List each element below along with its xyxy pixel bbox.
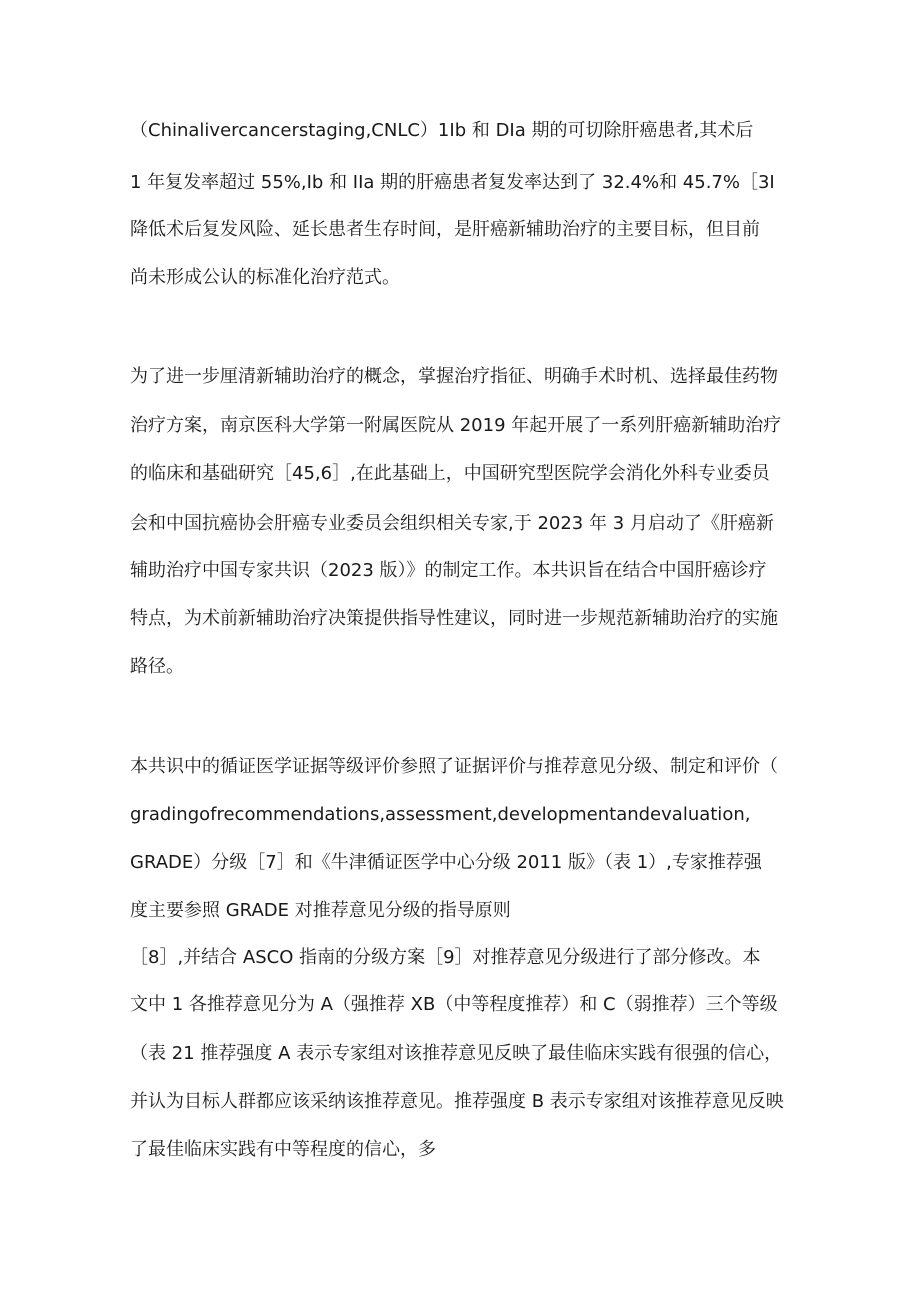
paragraph-3-line-3: GRADE）分级［7］和《牛津循证医学中心分级 2011 版》（表 1）,专家推荐强 (130, 852, 762, 873)
paragraph-2-line-5: 辅助治疗中国专家共识（2023 版）》的制定工作。本共识旨在结合中国肝癌诊疗 (130, 560, 767, 581)
paragraph-1-line-1: （Chinalivercancerstaging,CNLC）1Ib 和 DIa 期的可切除肝癌患者,其术后 (130, 120, 754, 141)
paragraph-3-line-9: 了最佳临床实践有中等程度的信心，多 (130, 1139, 436, 1160)
paragraph-3-line-2: gradingofrecommendations,assessment,developmentandevaluation, (130, 804, 751, 825)
paragraph-3-line-1: 本共识中的循证医学证据等级评价参照了证据评价与推荐意见分级、制定和评价（ (130, 756, 778, 777)
paragraph-3-line-7: （表 21 推荐强度 A 表示专家组对该推荐意见反映了最佳临床实践有很强的信心， (130, 1043, 783, 1064)
paragraph-1-line-2: 1 年复发率超过 55%,Ib 和 IIa 期的肝癌患者复发率达到了 32.4%和 45.7%［3I (130, 172, 775, 193)
paragraph-3-line-8: 并认为目标人群都应该采纳该推荐意见。推荐强度 B 表示专家组对该推荐意见反映 (130, 1091, 784, 1112)
paragraph-1-line-3: 降低术后复发风险、延长患者生存时间，是肝癌新辅助治疗的主要目标，但目前 (130, 219, 760, 240)
paragraph-2-line-4: 会和中国抗癌协会肝癌专业委员会组织相关专家,于 2023 年 3 月启动了《肝癌新 (130, 513, 774, 534)
paragraph-2-line-1: 为了进一步厘清新辅助治疗的概念，掌握治疗指征、明确手术时机、选择最佳药物 (130, 366, 778, 387)
paragraph-3-line-4: 度主要参照 GRADE 对推荐意见分级的指导原则 (130, 900, 511, 921)
paragraph-3-line-6: 文中 1 各推荐意见分为 A（强推荐 XB（中等程度推荐）和 C（弱推荐）三个等级 (130, 994, 778, 1015)
paragraph-2-line-2: 治疗方案，南京医科大学第一附属医院从 2019 年起开展了一系列肝癌新辅助治疗 (130, 415, 782, 436)
paragraph-2-line-6: 特点，为术前新辅助治疗决策提供指导性建议，同时进一步规范新辅助治疗的实施 (130, 608, 778, 629)
paragraph-2-line-7: 路径。 (130, 656, 184, 677)
paragraph-2-line-3: 的临床和基础研究［45,6］,在此基础上，中国研究型医院学会消化外科专业委员 (130, 463, 770, 484)
paragraph-3-line-5: ［8］,并结合 ASCO 指南的分级方案［9］对推荐意见分级进行了部分修改。本 (130, 947, 761, 968)
paragraph-1-line-4: 尚未形成公认的标准化治疗范式。 (130, 267, 400, 288)
